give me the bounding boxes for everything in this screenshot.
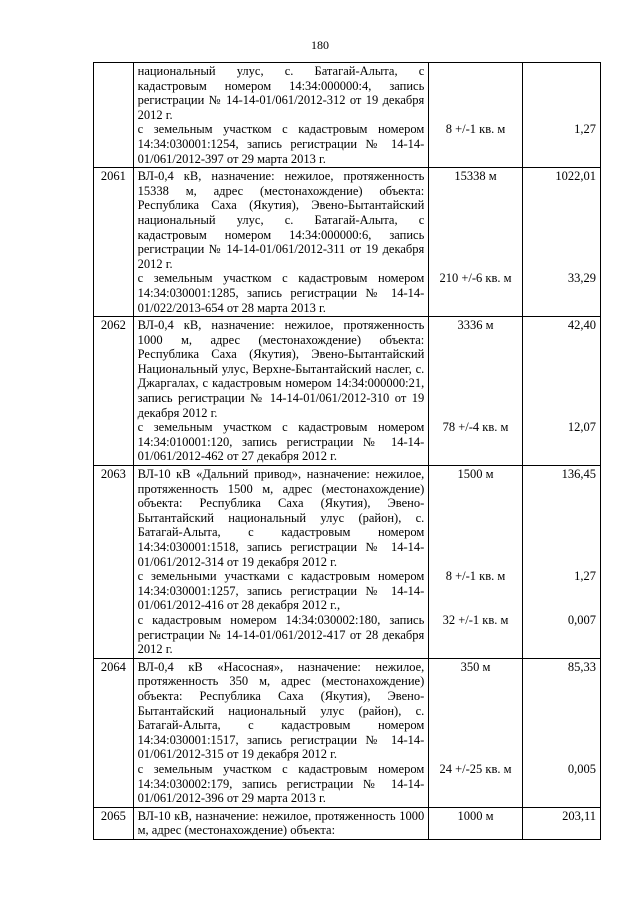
object-main-extent <box>433 64 517 122</box>
object-value <box>522 63 600 168</box>
object-value <box>522 168 600 317</box>
register-table <box>93 62 601 840</box>
table-row <box>94 807 601 839</box>
object-main-extent: 3336 м <box>457 318 494 333</box>
row-number: 2065 <box>94 807 134 839</box>
land-plot-value: 1,27 <box>574 569 596 584</box>
table-row <box>94 63 601 168</box>
land-plot-area: 210 +/-6 кв. м <box>439 271 512 286</box>
object-main-value: 203,11 <box>562 808 596 823</box>
object-value <box>522 807 600 839</box>
row-number: 2061 <box>94 168 134 317</box>
land-plot-area: 32 +/-1 кв. м <box>442 613 509 628</box>
page-number: 180 <box>311 38 329 52</box>
object-description <box>133 317 429 466</box>
land-plot-value: 0,007 <box>567 613 596 628</box>
object-value <box>522 317 600 466</box>
land-plot-value: 0,005 <box>567 761 596 776</box>
object-extent <box>429 317 522 466</box>
row-number: 2064 <box>94 658 134 807</box>
object-main-value <box>527 64 596 122</box>
object-main-value: 1022,01 <box>555 169 596 184</box>
object-main-text: ВЛ-0,4 кВ, назначение: нежилое, протяженность 1000 м, адрес (местонахождение) объекта: Республика Саха (Якутия), Эвено-Бытантайский Национальный улус, Верхне-Бытантайский наслег, с. Джаргалах, с кадастровым номером 14:34:000000:21, запись регистрации № 14-14-01/061/2012-310 от 19 декабря 2012 г. <box>137 318 425 420</box>
table-row <box>94 168 601 317</box>
land-plot-text: с земельными участками с кадастровым номером 14:34:030001:1257, запись регистрации № 14-14-01/061/2012-416 от 28 декабря 2012 г., <box>137 569 425 613</box>
land-plot-area: 8 +/-1 кв. м <box>445 569 506 584</box>
object-value <box>522 466 600 659</box>
object-description <box>133 168 429 317</box>
land-plot-text: с земельным участком с кадастровым номером 14:34:030001:1254, запись регистрации № 14-14-01/061/2012-397 от 29 марта 2013 г. <box>137 122 425 166</box>
object-extent <box>429 63 522 168</box>
land-plot-text: с кадастровым номером 14:34:030002:180, запись регистрации № 14-14-01/061/2012-417 от 28 декабря 2012 г. <box>137 612 425 657</box>
object-main-value: 136,45 <box>561 467 596 482</box>
object-extent <box>429 658 522 807</box>
object-description <box>133 807 429 839</box>
object-main-text: ВЛ-0,4 кВ, назначение: нежилое, протяженность 15338 м, адрес (местонахождение) объекта: Республика Саха (Якутия), Эвено-Бытантайский национальный улус, с. Батагай-Алыта, с кадастровым номером 14:34:000000:6, запись регистрации № 14-14-01/061/2012-311 от 19 декабря 2012 г. <box>137 169 425 271</box>
object-main-extent: 1000 м <box>457 808 494 823</box>
object-extent <box>429 168 522 317</box>
object-main-text: ВЛ-10 кВ, назначение: нежилое, протяженность 1000 м, адрес (местонахождение) объекта: <box>137 808 425 838</box>
object-extent <box>429 807 522 839</box>
object-main-extent: 15338 м <box>454 169 497 184</box>
object-main-text: ВЛ-0,4 кВ «Насосная», назначение: нежилое, протяженность 350 м, адрес (местонахождение) объекта: Республика Саха (Якутия), Эвено-Бытантайский национальный улус (район), с. Батагай-Алыта, с кадастровым номером 14:34:030001:1517, запись регистрации № 14-14-01/061/2012-315 от 19 декабря 2012 г. <box>137 659 425 762</box>
row-number <box>94 63 134 168</box>
land-plot-area: 78 +/-4 кв. м <box>442 420 509 435</box>
land-plot-text: с земельным участком с кадастровым номером 14:34:030002:179, запись регистрации № 14-14-01/061/2012-396 от 29 марта 2013 г. <box>137 761 425 806</box>
row-number: 2063 <box>94 466 134 659</box>
land-plot-text: с земельным участком с кадастровым номером 14:34:030001:1285, запись регистрации № 14-14-01/022/2013-654 от 28 марта 2013 г. <box>137 271 425 315</box>
land-plot-value: 1,27 <box>574 122 596 137</box>
object-main-extent: 350 м <box>460 659 491 674</box>
object-description <box>133 63 429 168</box>
table-row <box>94 658 601 807</box>
land-plot-area: 8 +/-1 кв. м <box>445 122 506 137</box>
land-plot-area: 24 +/-25 кв. м <box>439 761 512 776</box>
object-description <box>133 658 429 807</box>
object-extent <box>429 466 522 659</box>
object-main-text: национальный улус, с. Батагай-Алыта, с кадастровым номером 14:34:000000:4, запись регистрации № 14-14-01/061/2012-312 от 19 декабря 2012 г. <box>137 64 425 122</box>
object-main-extent: 1500 м <box>457 467 494 482</box>
land-plot-value: 12,07 <box>567 420 596 435</box>
object-main-value: 42,40 <box>567 318 596 333</box>
land-plot-value: 33,29 <box>567 271 596 286</box>
land-plot-text: с земельным участком с кадастровым номером 14:34:010001:120, запись регистрации № 14-14-01/061/2012-462 от 27 декабря 2012 г. <box>137 420 425 464</box>
table-row <box>94 317 601 466</box>
object-main-value: 85,33 <box>567 659 596 674</box>
table-row <box>94 466 601 659</box>
object-value <box>522 658 600 807</box>
object-main-text: ВЛ-10 кВ «Дальний привод», назначение: нежилое, протяженность 1500 м, адрес (местонахождение) объекта: Республика Саха (Якутия), Эвено-Бытантайский национальный улус (район), с. Батагай-Алыта, с кадастровым номером 14:34:030001:1518, запись регистрации № 14-14-01/061/2012-314 от 19 декабря 2012 г. <box>137 467 425 569</box>
object-description <box>133 466 429 659</box>
row-number: 2062 <box>94 317 134 466</box>
